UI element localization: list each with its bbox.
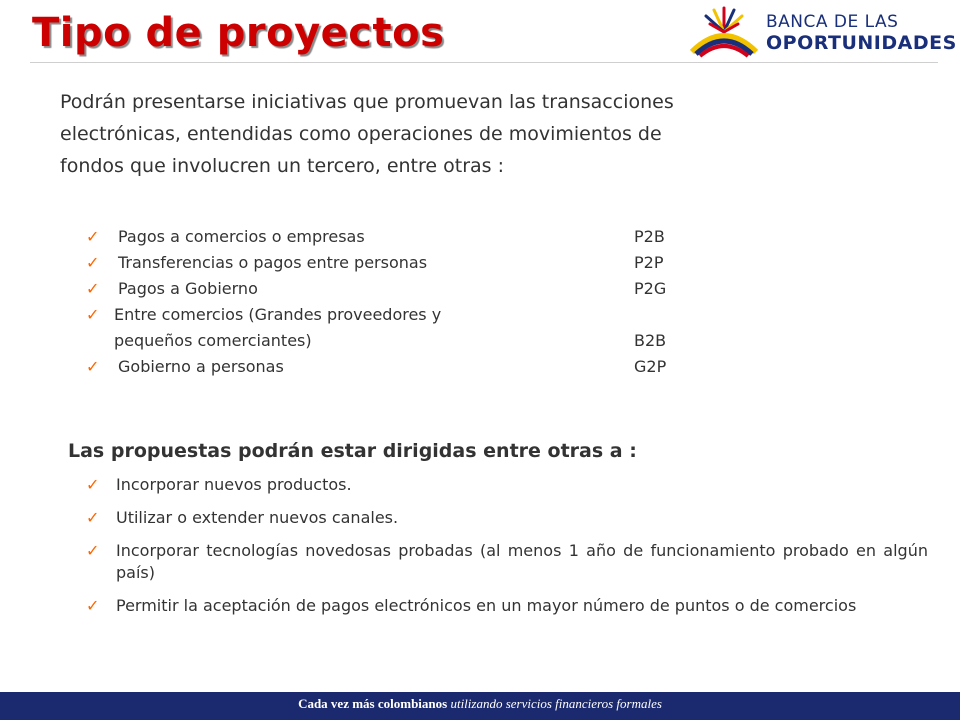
proposals-heading: Las propuestas podrán estar dirigidas entre otras a : (68, 440, 637, 462)
intro-line: electrónicas, entendidas como operaciones de movimientos de (60, 123, 662, 145)
footer-slogan (0, 696, 960, 712)
checkmark-icon: ✓ (86, 357, 100, 376)
list-item (86, 250, 706, 276)
list-item (86, 595, 928, 617)
list-item (86, 224, 706, 250)
checkmark-icon: ✓ (86, 508, 100, 527)
page-title: Tipo de proyectos (32, 10, 445, 56)
transaction-code: P2P (634, 253, 664, 272)
checkmark-icon: ✓ (86, 279, 100, 298)
transaction-code: P2G (634, 279, 667, 298)
list-item-continuation (86, 328, 706, 354)
checkmark-icon: ✓ (86, 596, 100, 615)
transaction-code: P2B (634, 227, 665, 246)
bank-logo (686, 2, 957, 60)
transaction-label: Pagos a comercios o empresas (118, 227, 365, 246)
intro-line: Podrán presentarse iniciativas que promuevan las transacciones (60, 91, 674, 113)
transaction-label-continued: pequeños comerciantes) (114, 331, 312, 350)
transaction-code: B2B (634, 331, 667, 350)
logo-text-line2: OPORTUNIDADES (766, 32, 957, 54)
footer-slogan-bold: Cada vez más colombianos (298, 696, 451, 711)
checkmark-icon: ✓ (86, 305, 100, 324)
transaction-types-list (86, 224, 706, 380)
title-divider (30, 62, 938, 63)
checkmark-icon: ✓ (86, 541, 100, 560)
intro-paragraph (60, 86, 840, 182)
proposal-text: Permitir la aceptación de pagos electrónicos en un mayor número de puntos o de comercios (116, 596, 857, 615)
transaction-label: Pagos a Gobierno (118, 279, 258, 298)
transaction-code: G2P (634, 357, 667, 376)
checkmark-icon: ✓ (86, 475, 100, 494)
list-item (86, 276, 706, 302)
list-item (86, 540, 928, 584)
proposal-text: Utilizar o extender nuevos canales. (116, 508, 399, 527)
proposal-text: Incorporar nuevos productos. (116, 475, 352, 494)
footer-bar (0, 692, 960, 720)
list-item (86, 302, 706, 328)
proposal-text: Incorporar tecnologías novedosas probadas (al menos 1 año de funcionamiento probado en algún país) (116, 541, 928, 582)
footer-slogan-italic: utilizando servicios financieros formales (450, 696, 662, 711)
list-item (86, 507, 928, 529)
intro-line: fondos que involucren un tercero, entre otras : (60, 155, 504, 177)
logo-text-line1: BANCA DE LAS (766, 12, 899, 32)
transaction-label: Gobierno a personas (118, 357, 284, 376)
list-item (86, 354, 706, 380)
proposals-list (86, 474, 928, 628)
checkmark-icon: ✓ (86, 253, 100, 272)
checkmark-icon: ✓ (86, 227, 100, 246)
transaction-label: Entre comercios (Grandes proveedores y (114, 305, 442, 324)
transaction-label: Transferencias o pagos entre personas (118, 253, 428, 272)
list-item (86, 474, 928, 496)
logo-emblem-icon (686, 2, 762, 58)
